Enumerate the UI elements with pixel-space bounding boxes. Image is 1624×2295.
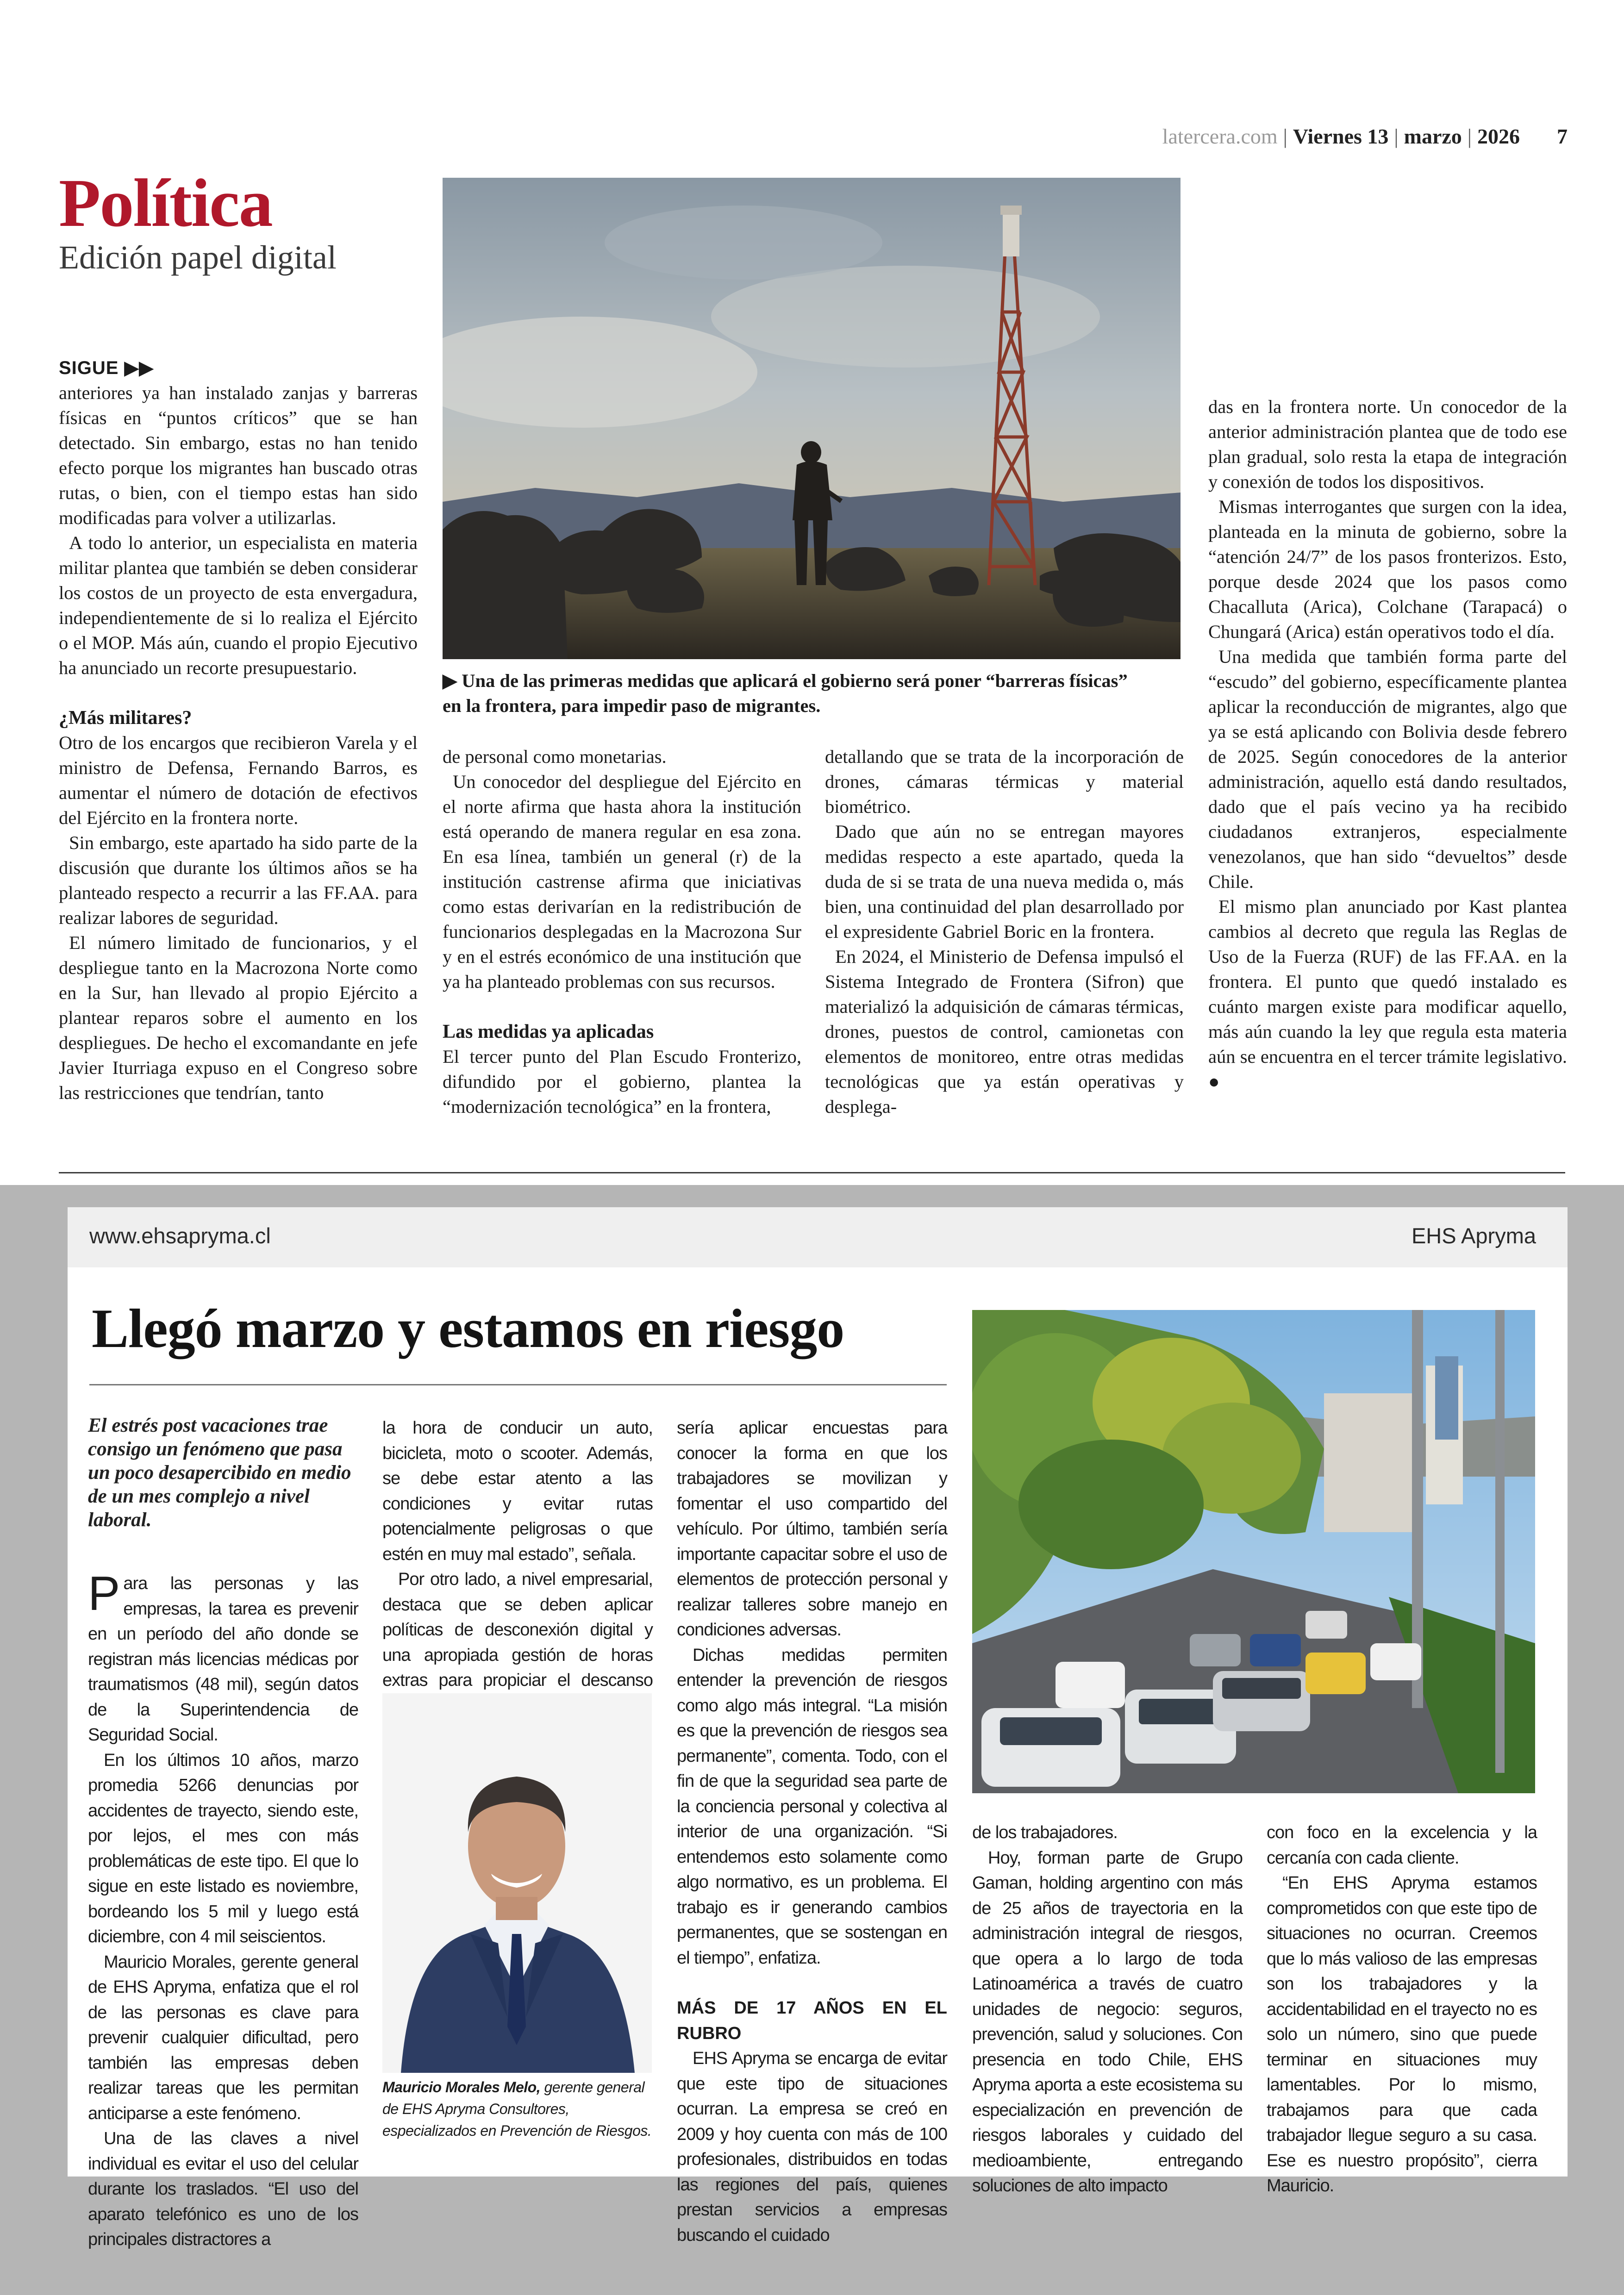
photo-caption: ▶ Una de las primeras medidas que aplicará el gobierno será poner “barreras físicas” en la frontera, para impedir paso de migrantes.: [443, 670, 1128, 716]
article-column-1: [59, 355, 418, 1105]
page-number: 7: [1557, 125, 1568, 148]
paragraph: Dichas medidas permiten entender la prevención de riesgos como algo más integral. “La misión es que la prevención de riesgos sea permanente”, comenta. Todo, con el fin de que la seguridad sea parte de la conciencia personal y colectiva al interior de una organización. “Si entendemos esto solamente como algo normativo, es un problema. El trabajo es ir generando cambios permanentes, que se sostengan en el tiempo”, enfatiza.: [677, 1645, 947, 1968]
subheading-mas-militares: ¿Más militares?: [59, 707, 192, 729]
header-year: 2026: [1477, 125, 1520, 148]
title-rule: [89, 1384, 947, 1385]
continued-label: SIGUE ▶▶: [59, 358, 154, 378]
site-name: latercera.com: [1162, 125, 1278, 148]
photo-illustration: [443, 178, 1181, 659]
article-column-3: [825, 744, 1184, 1119]
article-column-2: [443, 744, 801, 1119]
paragraph: Otro de los encargos que recibieron Varela y el ministro de Defensa, Fernando Barros, es aumentar el número de dotación de efectivos del Ejército en la frontera norte.: [59, 732, 418, 828]
paragraph: Una de las claves a nivel individual es evitar el uso del celular durante los traslados. “El uso del aparato telefónico es uno de los principales distractores a: [88, 2129, 358, 2249]
section-title: Política: [59, 165, 272, 241]
paragraph: EHS Apryma se encarga de evitar que este tipo de situaciones ocurran. La empresa se creó en 2009 y hoy cuenta con más de 100 profesionales, distribuidos en todas las regiones del país, quienes prestan servicios a empresas buscando el cuidado: [677, 2049, 947, 2245]
paragraph: con foco en la excelencia y la cercanía con cada cliente.: [1267, 1823, 1537, 1868]
header-day: Viernes 13: [1293, 125, 1389, 148]
advertorial-top-bar: [68, 1207, 1568, 1267]
advertorial-column-4: [972, 1820, 1243, 2199]
paragraph: detallando que se trata de la incorporación de drones, cámaras térmicas y material biométrico.: [825, 746, 1184, 817]
executive-portrait: [382, 1693, 652, 2073]
paragraph: El tercer punto del Plan Escudo Fronterizo, difundido por el gobierno, plantea la “modernización tecnológica” en la frontera,: [443, 1046, 801, 1117]
advertorial-brand: EHS Apryma: [1411, 1223, 1536, 1248]
header-month: marzo: [1404, 125, 1462, 148]
paragraph: Hoy, forman parte de Grupo Gaman, holding argentino con más de 25 años de trayectoria en la administración integral de riesgos, que opera a lo largo de toda Latinoamérica a través de cuatro unidades de negocio: seguros, prevención, salud y soluciones. Con presencia en todo Chile, EHS Apryma aporta a este ecosistema su especialización en prevención de riesgos laborales y cuidado del medioambiente, entregando soluciones de alto impacto: [972, 1848, 1243, 2195]
paragraph: Mauricio Morales, gerente general de EHS Apryma, enfatiza que el rol de las personas es clave para prevenir cualquier dificultad, pero también las empresas deben realizar tareas que les permitan anticiparse a este fenómeno.: [88, 1952, 358, 2123]
paragraph: Por otro lado, a nivel empresarial, destaca que se deben aplicar políticas de desconexión digital y una apropiada gestión de horas extras para propiciar el descanso: [382, 1570, 653, 1690]
paragraph: El número limitado de funcionarios, y el despliegue tanto en la Macrozona Norte como en la Sur, han llevado al propio Ejército a plantear reparos sobre el aumento en los despliegues. De hecho el excomandante en jefe Javier Iturriaga expuso en el Congreso sobre las restricciones que tendrían, tanto: [59, 932, 418, 1103]
advertorial-url: www.ehsapryma.cl: [89, 1223, 271, 1248]
portrait-illustration: [382, 1693, 652, 2073]
paragraph: de personal como monetarias.: [443, 746, 667, 767]
paragraph: de los trabajadores.: [972, 1823, 1118, 1842]
paragraph: la hora de conducir un auto, bicicleta, moto o scooter. Además, se debe estar atento a las condiciones y evitar rutas potencialmente peligrosas o que estén en muy mal estado”, señala.: [382, 1418, 653, 1564]
paragraph: En los últimos 10 años, marzo promedia 5266 denuncias por accidentes de trayecto, siendo este, por lejos, el mes con más problemáticas de este tipo. El que lo sigue en este listado es noviembre, bordeando los 5 mil y luego está diciembre, con 4 mil seiscientos.: [88, 1750, 358, 1946]
paragraph: Dado que aún no se entregan mayores medidas respecto a este apartado, queda la duda de si se trata de una nueva medida o, más bien, una continuidad del plan desarrollado por el expresidente Gabriel Boric en la frontera.: [825, 821, 1184, 942]
paragraph: El mismo plan anunciado por Kast plantea cambios al decreto que regula las Reglas de Uso de la Fuerza (RUF) de las FF.AA. en la frontera. El punto que quedó instalado es cuánto margen existe para modificar aquello, más aún cuando la ley que regula esta materia aún se encuentra en el tercer trámite legislativo. ●: [1208, 896, 1567, 1092]
portrait-caption: Mauricio Morales Melo, gerente general de EHS Apryma Consultores, especializados en Prevención de Riesgos.: [382, 2079, 652, 2139]
subheading-17-anos: MÁS DE 17 AÑOS EN EL RUBRO: [677, 1998, 947, 2043]
advertorial-column-3: [677, 1416, 947, 2248]
paragraph: “En EHS Apryma estamos comprometidos con que este tipo de situaciones no ocurran. Creemos que lo más valioso de las empresas son los trabajadores y la accidentabilidad en el trayecto no es solo un número, sino que puede terminar en situaciones muy lamentables. Por lo mismo, trabajamos para que cada trabajador llegue seguro a su casa. Ese es nuestro propósito”, cierra Mauricio.: [1267, 1873, 1537, 2195]
border-soldier-photo: [443, 178, 1181, 659]
paragraph: A todo lo anterior, un especialista en materia militar plantea que también se deben considerar los costos de un proyecto de esta envergadura, independientemente de si lo realiza el Ejército o el MOP. Más aún, cuando el propio Ejecutivo ha anunciado un recorte presupuestario.: [59, 532, 418, 678]
traffic-street-photo: [972, 1310, 1535, 1793]
paragraph: Una medida que también forma parte del “escudo” del gobierno, específicamente plantea aplicar la reconducción de migrantes, algo que ya se está aplicando con Bolivia desde febrero de 2025. Según conocedores de la anterior administración, aquello está dando resultados, dado que el país vecino ya ha recibido ciudadanos extranjeros, especialmente venezolanos, que han sido “devueltos” desde Chile.: [1208, 646, 1567, 892]
paragraph: sería aplicar encuestas para conocer la forma en que los trabajadores se movilizan y fomentar el uso compartido del vehículo. Por último, también sería importante capacitar sobre el uso de elementos de protección personal y realizar talleres sobre manejo en condiciones adversas.: [677, 1418, 947, 1640]
advertorial-column-1: [88, 1567, 358, 2252]
paragraph: Un conocedor del despliegue del Ejército en el norte afirma que hasta ahora la institución está operando de manera regular en esa zona. En esa línea, también un general (r) de la institución castrense afirma que iniciativas como estas derivarían en la redistribución de funcionarios desplegadas en la Macrozona Sur y en el estrés económico de una institución que ya ha planteado problemas con sus recursos.: [443, 771, 801, 992]
drop-cap: P: [88, 1567, 120, 1621]
advertorial-lede: El estrés post vacaciones trae consigo un fenómeno que pasa un poco desapercibido en medio de un mes complejo a nivel laboral.: [88, 1415, 351, 1531]
section-subtitle: Edición papel digital: [59, 239, 337, 276]
paragraph: Para las personas y las empresas, la tarea es prevenir en un período del año donde se registran más licencias médicas por traumatismos (48 mil), según datos de la Superintendencia de Seguridad Social.: [88, 1567, 358, 1745]
advertorial-title: Llegó marzo y estamos en riesgo: [92, 1297, 844, 1359]
section-divider: [59, 1172, 1565, 1173]
street-illustration: [972, 1310, 1535, 1793]
advertorial-column-5: [1267, 1820, 1537, 2199]
subheading-medidas-aplicadas: Las medidas ya aplicadas: [443, 1021, 654, 1042]
paragraph: Mismas interrogantes que surgen con la idea, planteada en la minuta de gobierno, sobre la “atención 24/7” de los pasos fronterizos. Esto, porque desde 2024 que los pasos como Chacalluta (Arica), Colchane (Tarapacá) o Chungará (Arica) están operativos todo el día.: [1208, 496, 1567, 642]
paragraph: En 2024, el Ministerio de Defensa impulsó el Sistema Integrado de Frontera (Sifron) que materializó la adquisición de cámaras térmicas, drones, puestos de control, camionetas con elementos de monitoreo, entre otras medidas tecnológicas que ya están operativas y desplega-: [825, 946, 1184, 1117]
page-header-date: latercera.com | Viernes 13 | marzo | 2026 7: [1162, 125, 1568, 148]
advertorial-column-2: [382, 1416, 653, 1718]
paragraph: anteriores ya han instalado zanjas y barreras físicas en “puntos críticos” que se han detectado. Sin embargo, estas no han tenido efecto porque los migrantes han buscado otras rutas, o bien, con el tiempo estas han sido modificadas para volver a utilizarlas.: [59, 382, 418, 528]
article-column-4: [1208, 394, 1567, 1094]
paragraph: das en la frontera norte. Un conocedor de la anterior administración plantea que de todo ese plan gradual, solo resta la etapa de integración y conexión de todos los dispositivos.: [1208, 396, 1567, 492]
paragraph: Sin embargo, este apartado ha sido parte de la discusión que durante los últimos años se ha planteado respecto a recurrir a las FF.AA. para realizar labores de seguridad.: [59, 832, 418, 928]
